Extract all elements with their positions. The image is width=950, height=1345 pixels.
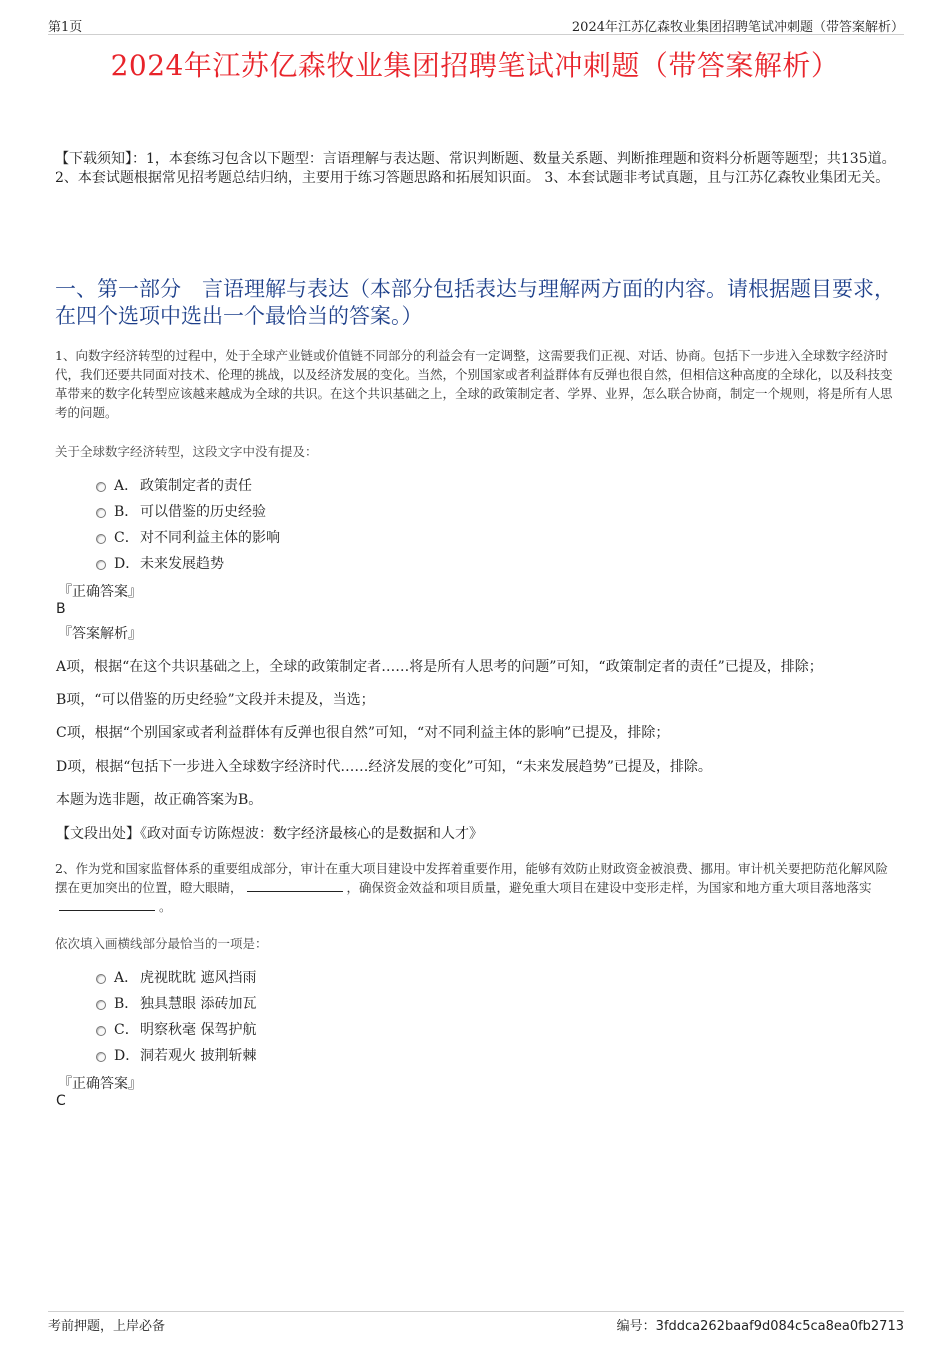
question-2-option-b[interactable]: B． 独具慧眼 添砖加瓦: [96, 990, 256, 1016]
radio-icon[interactable]: [96, 1000, 106, 1010]
blank-1: [247, 879, 343, 892]
question-2-prompt: 依次填入画横线部分最恰当的一项是：: [55, 936, 268, 951]
question-1-answer-label: 『正确答案』: [58, 584, 142, 600]
radio-icon[interactable]: [96, 974, 106, 984]
question-1-analysis-d: D项，根据“包括下一步进入全球数字经济时代……经济发展的变化”可知，“未来发展趋势”已提及，排除。: [56, 759, 712, 775]
radio-icon[interactable]: [96, 560, 106, 570]
page-footer: [48, 1311, 904, 1334]
section-title: 一、第一部分 言语理解与表达（本部分包括表达与理解两方面的内容。请根据题目要求，在四个选项中选出一个最恰当的答案。）: [55, 277, 895, 328]
question-1-option-d[interactable]: D． 未来发展趋势: [96, 550, 280, 576]
question-1-option-a[interactable]: A． 政策制定者的责任: [96, 472, 280, 498]
question-1-analysis-b: B项，“可以借鉴的历史经验”文段并未提及，当选；: [56, 692, 375, 708]
question-2-text: 2、作为党和国家监督体系的重要组成部分，审计在重大项目建设中发挥着重要作用，能够有效防止财政资金被浪费、挪用。审计机关要把防范化解风险摆在更加突出的位置，瞪大眼睛， ，确保资金效益和项目质量，避免重大项目在建设中变形走样，为国家和地方重大项目落地落实。: [55, 861, 888, 914]
question-2-option-a[interactable]: A． 虎视眈眈 遮风挡雨: [96, 964, 256, 990]
question-1-analysis-c: C项，根据“个别国家或者利益群体有反弹也很自然”可知，“对不同利益主体的影响”已提及，排除；: [56, 725, 670, 741]
radio-icon[interactable]: [96, 482, 106, 492]
question-1-prompt: 关于全球数字经济转型，这段文字中没有提及：: [55, 444, 318, 459]
question-1-options: [96, 472, 280, 576]
radio-icon[interactable]: [96, 1026, 106, 1036]
question-2-option-c[interactable]: C． 明察秋毫 保驾护航: [96, 1016, 256, 1042]
question-1-source: 【文段出处】《政对面专访陈煜波：数字经济最核心的是数据和人才》: [56, 826, 483, 842]
question-1-option-c[interactable]: C． 对不同利益主体的影响: [96, 524, 280, 550]
question-2-answer-label: 『正确答案』: [58, 1076, 142, 1092]
question-1-analysis-a: A项，根据“在这个共识基础之上，全球的政策制定者……将是所有人思考的问题”可知，“政策制定者的责任”已提及，排除；: [56, 659, 823, 675]
footer-slogan: 考前押题，上岸必备: [48, 1319, 166, 1334]
question-1-option-b[interactable]: B． 可以借鉴的历史经验: [96, 498, 280, 524]
document-title: 2024年江苏亿森牧业集团招聘笔试冲刺题（带答案解析）: [110, 49, 840, 82]
question-1-conclusion: 本题为选非题，故正确答案为B。: [56, 792, 263, 808]
question-1-analysis-label: 『答案解析』: [58, 626, 142, 642]
radio-icon[interactable]: [96, 508, 106, 518]
download-notice: 【下载须知】：1，本套练习包含以下题型：言语理解与表达题、常识判断题、数量关系题、判断推理题和资料分析题等题型；共135道。 2、本套试题根据常见招考题总结归纳，主要用于练习答题思路和拓展知识面。 3、本套试题非考试真题，且与江苏亿森牧业集团无关。: [55, 151, 896, 186]
header-doc-title: 2024年江苏亿森牧业集团招聘笔试冲刺题（带答案解析）: [571, 20, 904, 35]
question-1-answer: B: [56, 601, 66, 617]
page-number: 第1页: [48, 20, 83, 35]
radio-icon[interactable]: [96, 534, 106, 544]
radio-icon[interactable]: [96, 1052, 106, 1062]
footer-code: 编号：3fddca262baaf9d084c5ca8ea0fb2713: [616, 1319, 904, 1334]
question-2-option-d[interactable]: D． 洞若观火 披荆斩棘: [96, 1042, 256, 1068]
page-header: [48, 14, 904, 35]
question-2-answer: C: [56, 1093, 66, 1109]
blank-2: [59, 898, 155, 911]
question-2-options: [96, 964, 256, 1068]
question-1-text: 1、向数字经济转型的过程中，处于全球产业链或价值链不同部分的利益会有一定调整，这需要我们正视、对话、协商。包括下一步进入全球数字经济时代，我们还要共同面对技术、伦理的挑战，以及经济发展的变化。当然，个别国家或者利益群体有反弹也很自然，但相信这种高度的全球化，以及科技变革带来的数字化转型应该越来越成为全球的共识。在这个共识基础之上，全球的政策制定者、学界、业界，怎么联合协商，制定一个规则，将是所有人思考的问题。: [55, 348, 893, 420]
